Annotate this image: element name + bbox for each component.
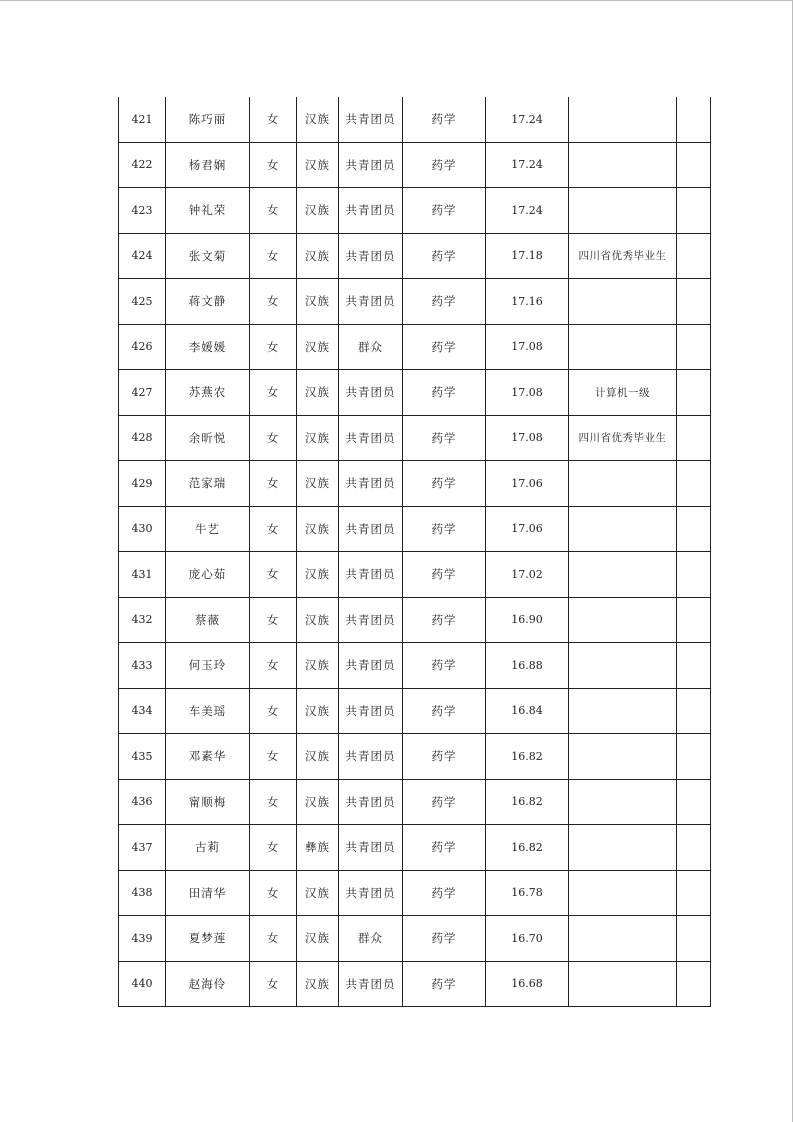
cell-name: 古莉 bbox=[166, 825, 250, 871]
cell-major: 药学 bbox=[403, 870, 486, 916]
cell-major: 药学 bbox=[403, 643, 486, 689]
cell-political-status: 共青团员 bbox=[339, 961, 403, 1007]
cell-major: 药学 bbox=[403, 142, 486, 188]
cell-number: 426 bbox=[119, 324, 166, 370]
cell-note bbox=[569, 552, 677, 598]
cell-score: 16.70 bbox=[486, 916, 569, 962]
cell-major: 药学 bbox=[403, 825, 486, 871]
cell-political-status: 共青团员 bbox=[339, 506, 403, 552]
cell-note: 计算机一级 bbox=[569, 370, 677, 416]
cell-name: 蔡薇 bbox=[166, 597, 250, 643]
cell-political-status: 共青团员 bbox=[339, 188, 403, 234]
cell-extra bbox=[677, 188, 711, 234]
cell-extra bbox=[677, 233, 711, 279]
cell-political-status: 共青团员 bbox=[339, 97, 403, 142]
cell-score: 16.82 bbox=[486, 734, 569, 780]
cell-score: 16.68 bbox=[486, 961, 569, 1007]
cell-number: 432 bbox=[119, 597, 166, 643]
cell-gender: 女 bbox=[250, 97, 297, 142]
table-row bbox=[119, 916, 711, 962]
cell-gender: 女 bbox=[250, 188, 297, 234]
cell-gender: 女 bbox=[250, 961, 297, 1007]
cell-note bbox=[569, 916, 677, 962]
cell-major: 药学 bbox=[403, 97, 486, 142]
cell-major: 药学 bbox=[403, 233, 486, 279]
cell-major: 药学 bbox=[403, 552, 486, 598]
table-row bbox=[119, 961, 711, 1007]
table-row bbox=[119, 597, 711, 643]
cell-note bbox=[569, 324, 677, 370]
cell-major: 药学 bbox=[403, 916, 486, 962]
cell-name: 牛艺 bbox=[166, 506, 250, 552]
cell-score: 17.18 bbox=[486, 233, 569, 279]
cell-political-status: 共青团员 bbox=[339, 552, 403, 598]
cell-major: 药学 bbox=[403, 597, 486, 643]
cell-ethnicity: 汉族 bbox=[297, 552, 339, 598]
table-row bbox=[119, 552, 711, 598]
cell-number: 430 bbox=[119, 506, 166, 552]
cell-gender: 女 bbox=[250, 279, 297, 325]
cell-number: 422 bbox=[119, 142, 166, 188]
table-row bbox=[119, 461, 711, 507]
cell-number: 431 bbox=[119, 552, 166, 598]
cell-score: 17.24 bbox=[486, 97, 569, 142]
cell-note bbox=[569, 643, 677, 689]
cell-ethnicity: 汉族 bbox=[297, 370, 339, 416]
cell-note: 四川省优秀毕业生 bbox=[569, 415, 677, 461]
cell-score: 17.06 bbox=[486, 506, 569, 552]
cell-name: 钟礼荣 bbox=[166, 188, 250, 234]
cell-score: 17.16 bbox=[486, 279, 569, 325]
cell-note bbox=[569, 279, 677, 325]
cell-political-status: 群众 bbox=[339, 324, 403, 370]
cell-gender: 女 bbox=[250, 779, 297, 825]
cell-political-status: 共青团员 bbox=[339, 233, 403, 279]
cell-extra bbox=[677, 279, 711, 325]
table-row bbox=[119, 506, 711, 552]
cell-note bbox=[569, 825, 677, 871]
cell-political-status: 共青团员 bbox=[339, 279, 403, 325]
cell-score: 16.78 bbox=[486, 870, 569, 916]
cell-ethnicity: 汉族 bbox=[297, 597, 339, 643]
cell-political-status: 共青团员 bbox=[339, 461, 403, 507]
cell-score: 16.82 bbox=[486, 825, 569, 871]
table-row bbox=[119, 97, 711, 142]
cell-gender: 女 bbox=[250, 370, 297, 416]
cell-ethnicity: 汉族 bbox=[297, 643, 339, 689]
cell-major: 药学 bbox=[403, 188, 486, 234]
cell-ethnicity: 汉族 bbox=[297, 461, 339, 507]
cell-political-status: 共青团员 bbox=[339, 779, 403, 825]
table-row bbox=[119, 825, 711, 871]
cell-note bbox=[569, 734, 677, 780]
cell-number: 427 bbox=[119, 370, 166, 416]
cell-note bbox=[569, 688, 677, 734]
cell-ethnicity: 汉族 bbox=[297, 233, 339, 279]
cell-number: 425 bbox=[119, 279, 166, 325]
cell-extra bbox=[677, 870, 711, 916]
cell-gender: 女 bbox=[250, 688, 297, 734]
cell-political-status: 共青团员 bbox=[339, 142, 403, 188]
cell-extra bbox=[677, 688, 711, 734]
table-row bbox=[119, 188, 711, 234]
cell-number: 421 bbox=[119, 97, 166, 142]
cell-score: 17.08 bbox=[486, 415, 569, 461]
cell-note bbox=[569, 188, 677, 234]
cell-score: 16.82 bbox=[486, 779, 569, 825]
cell-score: 17.06 bbox=[486, 461, 569, 507]
cell-extra bbox=[677, 961, 711, 1007]
cell-political-status: 共青团员 bbox=[339, 825, 403, 871]
cell-extra bbox=[677, 597, 711, 643]
cell-extra bbox=[677, 552, 711, 598]
cell-name: 李媛媛 bbox=[166, 324, 250, 370]
cell-name: 何玉玲 bbox=[166, 643, 250, 689]
cell-ethnicity: 汉族 bbox=[297, 279, 339, 325]
cell-ethnicity: 汉族 bbox=[297, 97, 339, 142]
cell-gender: 女 bbox=[250, 324, 297, 370]
cell-name: 余昕悦 bbox=[166, 415, 250, 461]
cell-extra bbox=[677, 734, 711, 780]
cell-major: 药学 bbox=[403, 734, 486, 780]
cell-ethnicity: 汉族 bbox=[297, 142, 339, 188]
cell-note bbox=[569, 461, 677, 507]
cell-name: 赵海伶 bbox=[166, 961, 250, 1007]
cell-score: 16.90 bbox=[486, 597, 569, 643]
cell-ethnicity: 汉族 bbox=[297, 688, 339, 734]
cell-name: 陈巧丽 bbox=[166, 97, 250, 142]
cell-extra bbox=[677, 324, 711, 370]
cell-number: 439 bbox=[119, 916, 166, 962]
cell-gender: 女 bbox=[250, 233, 297, 279]
cell-score: 17.24 bbox=[486, 142, 569, 188]
cell-name: 庞心茹 bbox=[166, 552, 250, 598]
cell-ethnicity: 汉族 bbox=[297, 415, 339, 461]
table-row bbox=[119, 415, 711, 461]
cell-political-status: 共青团员 bbox=[339, 688, 403, 734]
cell-ethnicity: 汉族 bbox=[297, 870, 339, 916]
cell-name: 田清华 bbox=[166, 870, 250, 916]
cell-score: 17.08 bbox=[486, 324, 569, 370]
cell-gender: 女 bbox=[250, 461, 297, 507]
cell-extra bbox=[677, 825, 711, 871]
cell-major: 药学 bbox=[403, 370, 486, 416]
cell-number: 438 bbox=[119, 870, 166, 916]
cell-note bbox=[569, 142, 677, 188]
cell-score: 17.08 bbox=[486, 370, 569, 416]
cell-note bbox=[569, 506, 677, 552]
table-row bbox=[119, 279, 711, 325]
cell-extra bbox=[677, 461, 711, 507]
cell-number: 440 bbox=[119, 961, 166, 1007]
cell-gender: 女 bbox=[250, 506, 297, 552]
cell-score: 17.02 bbox=[486, 552, 569, 598]
table-row bbox=[119, 688, 711, 734]
cell-name: 蒋文静 bbox=[166, 279, 250, 325]
student-roster-table bbox=[118, 97, 711, 1007]
cell-name: 夏梦莲 bbox=[166, 916, 250, 962]
cell-gender: 女 bbox=[250, 643, 297, 689]
cell-extra bbox=[677, 506, 711, 552]
cell-name: 甯顺梅 bbox=[166, 779, 250, 825]
cell-major: 药学 bbox=[403, 961, 486, 1007]
cell-number: 436 bbox=[119, 779, 166, 825]
cell-number: 435 bbox=[119, 734, 166, 780]
cell-note bbox=[569, 597, 677, 643]
table-row bbox=[119, 643, 711, 689]
cell-number: 423 bbox=[119, 188, 166, 234]
cell-major: 药学 bbox=[403, 688, 486, 734]
cell-ethnicity: 汉族 bbox=[297, 961, 339, 1007]
cell-extra bbox=[677, 779, 711, 825]
cell-number: 434 bbox=[119, 688, 166, 734]
cell-name: 苏燕农 bbox=[166, 370, 250, 416]
cell-political-status: 共青团员 bbox=[339, 370, 403, 416]
cell-political-status: 共青团员 bbox=[339, 870, 403, 916]
cell-ethnicity: 汉族 bbox=[297, 734, 339, 780]
cell-major: 药学 bbox=[403, 415, 486, 461]
cell-extra bbox=[677, 643, 711, 689]
cell-note bbox=[569, 779, 677, 825]
cell-gender: 女 bbox=[250, 870, 297, 916]
cell-ethnicity: 汉族 bbox=[297, 779, 339, 825]
cell-note bbox=[569, 961, 677, 1007]
cell-score: 16.88 bbox=[486, 643, 569, 689]
cell-number: 428 bbox=[119, 415, 166, 461]
table-row bbox=[119, 233, 711, 279]
cell-gender: 女 bbox=[250, 142, 297, 188]
cell-score: 16.84 bbox=[486, 688, 569, 734]
cell-name: 张文菊 bbox=[166, 233, 250, 279]
cell-name: 杨君娴 bbox=[166, 142, 250, 188]
cell-political-status: 群众 bbox=[339, 916, 403, 962]
cell-gender: 女 bbox=[250, 734, 297, 780]
cell-number: 424 bbox=[119, 233, 166, 279]
table-row bbox=[119, 779, 711, 825]
table-row bbox=[119, 324, 711, 370]
cell-ethnicity: 汉族 bbox=[297, 188, 339, 234]
cell-ethnicity: 彝族 bbox=[297, 825, 339, 871]
cell-note bbox=[569, 870, 677, 916]
cell-political-status: 共青团员 bbox=[339, 734, 403, 780]
cell-major: 药学 bbox=[403, 279, 486, 325]
cell-name: 车美瑶 bbox=[166, 688, 250, 734]
cell-gender: 女 bbox=[250, 415, 297, 461]
cell-number: 433 bbox=[119, 643, 166, 689]
cell-major: 药学 bbox=[403, 324, 486, 370]
roster-body bbox=[119, 97, 711, 1007]
cell-number: 429 bbox=[119, 461, 166, 507]
cell-note bbox=[569, 97, 677, 142]
cell-political-status: 共青团员 bbox=[339, 415, 403, 461]
cell-ethnicity: 汉族 bbox=[297, 324, 339, 370]
cell-extra bbox=[677, 370, 711, 416]
table-row bbox=[119, 734, 711, 780]
cell-extra bbox=[677, 415, 711, 461]
cell-major: 药学 bbox=[403, 506, 486, 552]
cell-extra bbox=[677, 97, 711, 142]
cell-extra bbox=[677, 916, 711, 962]
cell-name: 范家瑞 bbox=[166, 461, 250, 507]
cell-gender: 女 bbox=[250, 597, 297, 643]
cell-score: 17.24 bbox=[486, 188, 569, 234]
cell-major: 药学 bbox=[403, 461, 486, 507]
cell-political-status: 共青团员 bbox=[339, 643, 403, 689]
cell-ethnicity: 汉族 bbox=[297, 506, 339, 552]
cell-name: 邓素华 bbox=[166, 734, 250, 780]
cell-number: 437 bbox=[119, 825, 166, 871]
table-row bbox=[119, 370, 711, 416]
cell-ethnicity: 汉族 bbox=[297, 916, 339, 962]
table-row bbox=[119, 142, 711, 188]
cell-gender: 女 bbox=[250, 916, 297, 962]
cell-extra bbox=[677, 142, 711, 188]
table-row bbox=[119, 870, 711, 916]
cell-note: 四川省优秀毕业生 bbox=[569, 233, 677, 279]
cell-major: 药学 bbox=[403, 779, 486, 825]
cell-political-status: 共青团员 bbox=[339, 597, 403, 643]
cell-gender: 女 bbox=[250, 552, 297, 598]
cell-gender: 女 bbox=[250, 825, 297, 871]
